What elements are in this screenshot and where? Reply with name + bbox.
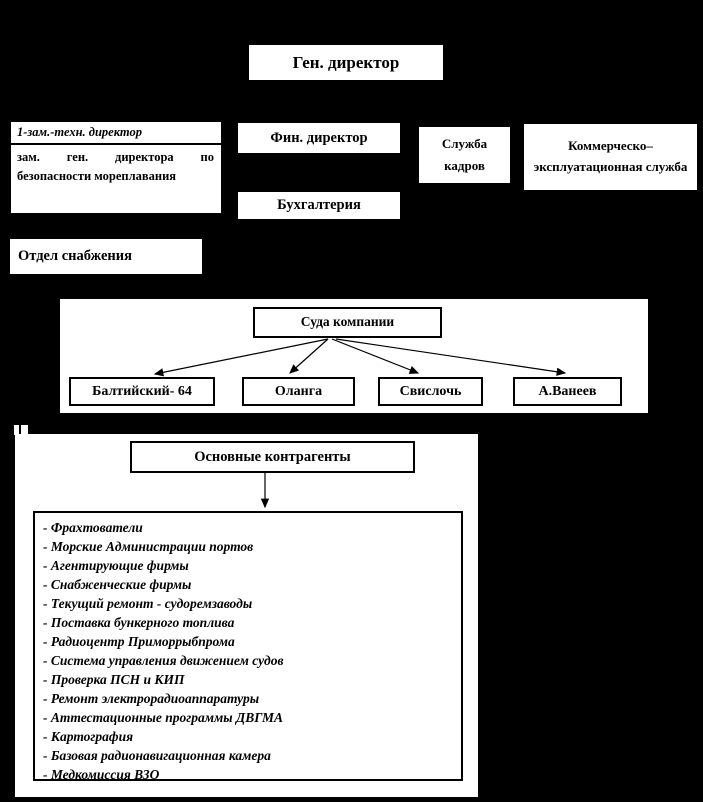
- ship-box-olanga: [242, 377, 355, 406]
- deputy-director-box: [9, 120, 223, 215]
- contractor-item: - Базовая радионавигационная камера: [43, 748, 271, 763]
- contractor-item: - Агентирующие фирмы: [43, 558, 189, 573]
- contractors-title-label: Основные контрагенты: [194, 448, 351, 465]
- contractor-item: - Морские Администрации портов: [43, 539, 254, 554]
- fleet-title-label: Суда компании: [300, 314, 395, 330]
- gen-director-label: Ген. директор: [292, 52, 400, 72]
- fleet-panel: [60, 299, 648, 413]
- ship-label: А.Ванеев: [538, 383, 597, 399]
- contractor-item: - Проверка ПСН и КИП: [43, 672, 185, 687]
- contractors-title-box: [130, 441, 415, 473]
- ship-label: Балтийский- 64: [92, 383, 192, 399]
- deputy-director-subtitle: зам. ген. директора по безопасности мореплавания: [17, 149, 214, 183]
- contractor-item: - Фрахтователи: [43, 520, 143, 535]
- contractor-item: - Текущий ремонт - судоремзаводы: [43, 596, 253, 611]
- fleet-title-box: [253, 307, 442, 338]
- deputy-director-title: 1-зам.-техн. директор: [11, 122, 221, 145]
- ship-box-vaneev: [513, 377, 622, 406]
- contractor-item: - Картография: [43, 729, 134, 744]
- contractor-item: - Ремонт электрорадиоаппаратуры: [43, 691, 260, 706]
- contractor-item: - Снабженческие фирмы: [43, 577, 192, 592]
- ship-box-baltiyskiy: [69, 377, 215, 406]
- contractors-panel: [15, 434, 478, 797]
- supply-department-box: [8, 237, 204, 276]
- contractor-item: - Аттестационные программы ДВГМА: [43, 710, 284, 725]
- contractor-item: - Поставка бункерного топлива: [43, 615, 235, 630]
- contractor-item: - Система управления движением судов: [43, 653, 284, 668]
- gen-director-box: [247, 43, 445, 82]
- supply-department-label: Отдел снабжения: [18, 248, 132, 265]
- fin-director-box: [236, 121, 402, 155]
- fin-director-label: Фин. директор: [270, 129, 368, 146]
- commercial-service-label: Коммерческо–эксплуатационная служба: [533, 138, 688, 174]
- accounting-box: [236, 190, 402, 221]
- hr-service-box: [417, 125, 512, 185]
- accounting-label: Бухгалтерия: [277, 197, 361, 214]
- ship-box-svisloch: [378, 377, 483, 406]
- ship-label: Оланга: [274, 383, 323, 399]
- contractor-item: - Медкомиссия ВЗО: [43, 767, 160, 782]
- contractor-item: - Радиоцентр Приморрыбпрома: [43, 634, 235, 649]
- hr-service-label: Служба кадров: [441, 135, 488, 173]
- commercial-service-box: [522, 122, 699, 192]
- contractors-list-box: [33, 511, 463, 781]
- ship-label: Свислочь: [399, 383, 462, 399]
